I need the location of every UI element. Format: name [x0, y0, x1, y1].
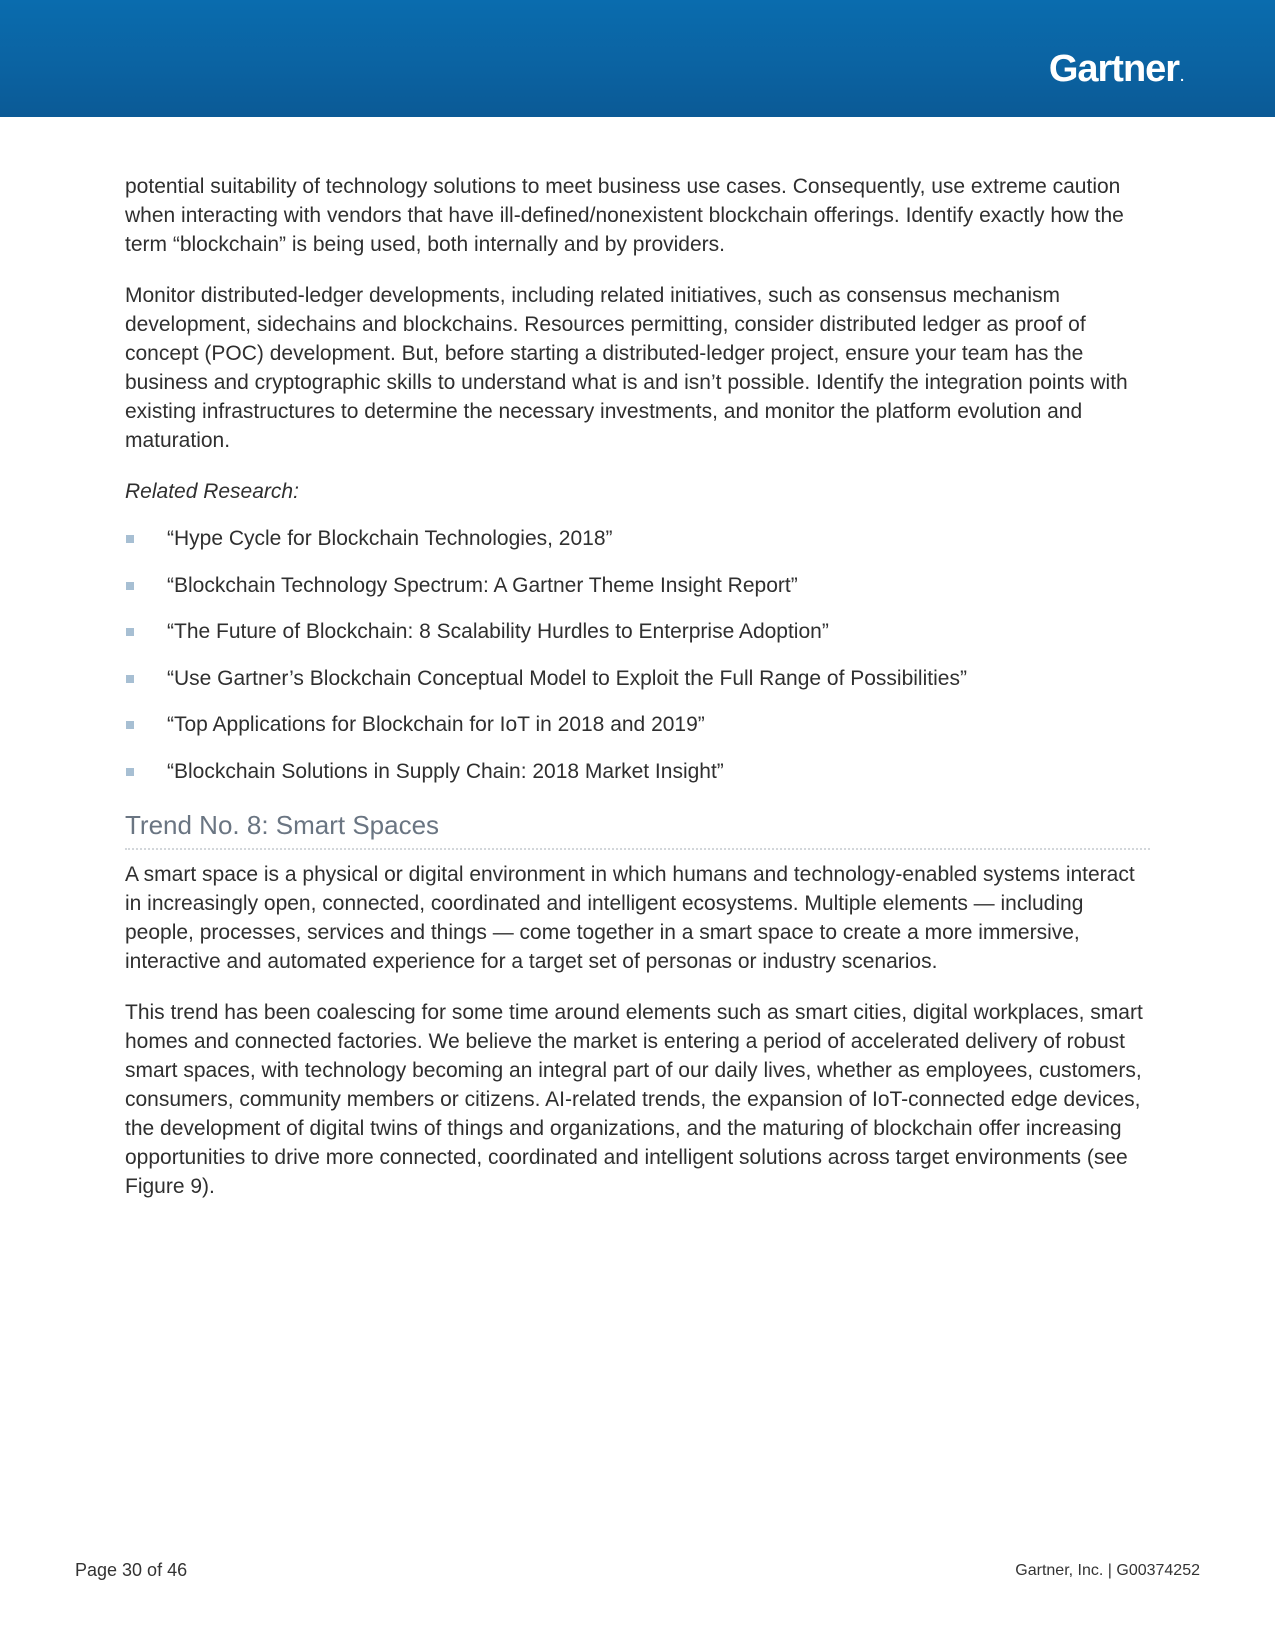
related-research-list: [125, 524, 1150, 786]
related-research-item: [125, 757, 1150, 786]
body-paragraph: A smart space is a physical or digital environment in which humans and technology-enabled systems interact in increasingly open, connected, coordinated and intelligent ecosystems. Multiple elements — including people, processes, services and things — come together in a smart space to create a more immersive, interactive and automated experience for a target set of personas or industry scenarios.: [125, 862, 1135, 973]
square-bullet-icon: [126, 628, 134, 636]
related-research-item: [125, 571, 1150, 600]
section-heading: Trend No. 8: Smart Spaces: [125, 808, 1150, 850]
header-band: [0, 0, 1275, 117]
related-research-title: “Use Gartner’s Blockchain Conceptual Model to Exploit the Full Range of Possibilities”: [167, 666, 967, 690]
related-research-item: [125, 664, 1150, 693]
related-research-item: [125, 524, 1150, 553]
related-research-title: “Blockchain Solutions in Supply Chain: 2018 Market Insight”: [167, 759, 724, 783]
body-paragraph: This trend has been coalescing for some time around elements such as smart cities, digital workplaces, smart homes and connected factories. We believe the market is entering a period of accelerated delivery of robust smart spaces, with technology becoming an integral part of our daily lives, whether as employees, customers, consumers, community members or citizens. AI-related trends, the expansion of IoT-connected edge devices, the development of digital twins of things and organizations, and the maturing of blockchain offer increasing opportunities to drive more connected, coordinated and intelligent solutions across target environments (see Figure 9).: [125, 1000, 1143, 1198]
logo-text: Gartner: [1048, 48, 1180, 90]
related-research-title: “Hype Cycle for Blockchain Technologies, 2018”: [167, 527, 613, 550]
related-research-title: “Blockchain Technology Spectrum: A Gartner Theme Insight Report”: [167, 573, 798, 597]
logo-dot: .: [1180, 68, 1183, 84]
related-research-label: Related Research:: [125, 480, 299, 503]
gartner-logo: [1049, 50, 1183, 88]
page-number: Page 30 of 46: [75, 1560, 188, 1580]
square-bullet-icon: [126, 768, 134, 776]
related-research-item: [125, 710, 1150, 739]
body-paragraph: potential suitability of technology solutions to meet business use cases. Consequently, use extreme caution when interacting with vendors that have ill-defined/nonexistent blockchain offerings. Identify exactly how the term “blockchain” is being used, both internally and by providers.: [125, 175, 1124, 256]
square-bullet-icon: [126, 721, 134, 729]
square-bullet-icon: [126, 582, 134, 590]
related-research-title: “The Future of Blockchain: 8 Scalability Hurdles to Enterprise Adoption”: [167, 620, 829, 643]
related-research-item: [125, 617, 1150, 646]
related-research-title: “Top Applications for Blockchain for IoT in 2018 and 2019”: [167, 713, 705, 736]
body-paragraph: Monitor distributed-ledger developments, including related initiatives, such as consensus mechanism development, sidechains and blockchains. Resources permitting, consider distributed ledger as proof of concept (POC) development. But, before starting a distributed-ledger project, ensure your team has the business and cryptographic skills to understand what is and isn’t possible. Identify the integration points with existing infrastructures to determine the necessary investments, and monitor the platform evolution and maturation.: [125, 284, 1128, 452]
square-bullet-icon: [126, 675, 134, 683]
section-body: [125, 860, 1150, 1201]
square-bullet-icon: [126, 535, 134, 543]
page-content: [125, 172, 1150, 1223]
document-id: Gartner, Inc. | G00374252: [1015, 1562, 1200, 1579]
